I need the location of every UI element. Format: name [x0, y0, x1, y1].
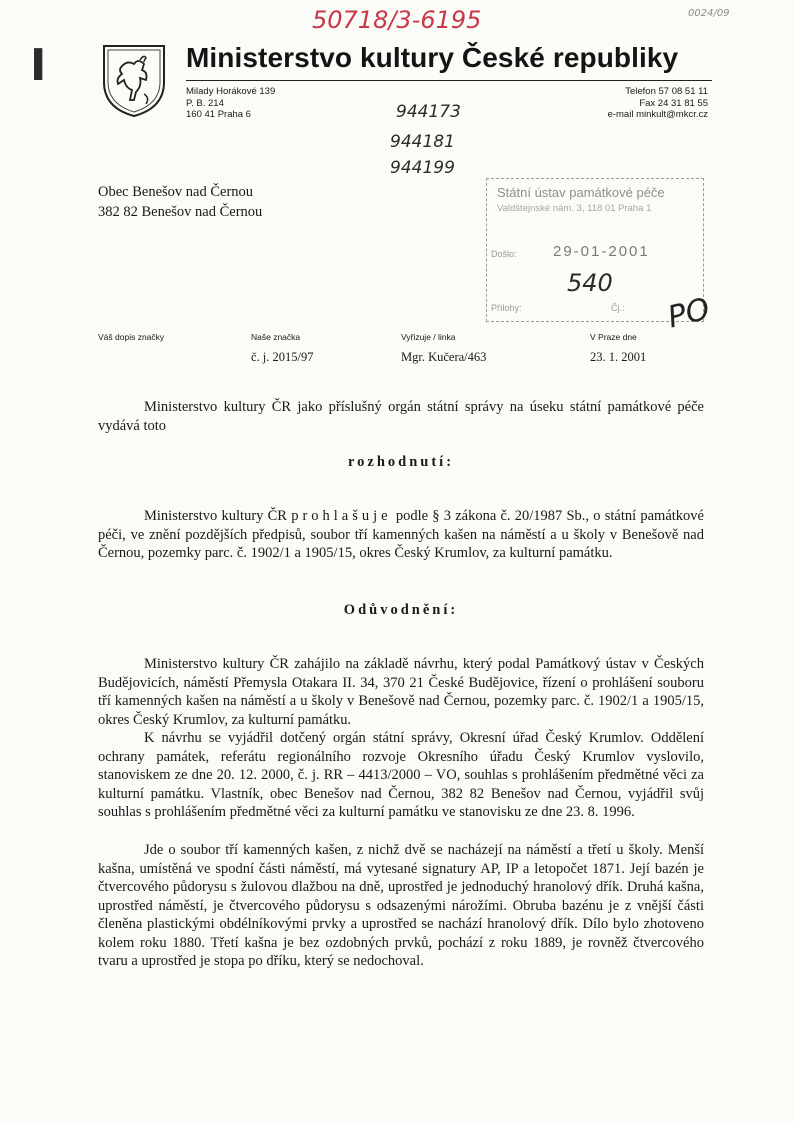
email: e-mail minkult@mkcr.cz — [607, 109, 708, 120]
handwritten-number-1: 944173 — [396, 102, 461, 122]
recipient-line: Obec Benešov nad Černou — [98, 184, 254, 200]
address-line: Milady Horákové 139 — [186, 86, 276, 97]
handwritten-number-3: 944199 — [390, 158, 455, 178]
stamp-date-label: Došlo: — [491, 249, 517, 259]
handwritten-number-2: 944181 — [390, 132, 455, 152]
reasoning-heading: Odůvodnění: — [343, 602, 459, 618]
sender-contact — [520, 86, 708, 121]
stamp-no-label: Čj.: — [611, 303, 625, 313]
sender-address — [186, 86, 275, 121]
fax: Fax 24 31 81 55 — [639, 97, 708, 109]
stamp-attach-label: Přílohy: — [491, 303, 522, 313]
ref-value-our-ref: č. j. 2015/97 — [251, 350, 314, 364]
handwritten-corner-note: 0024/09 — [688, 8, 730, 19]
stamp-subtitle: Valdštejnské nám. 3, 118 01 Praha 1 — [497, 203, 652, 214]
address-line: 160 41 Praha 6 — [186, 109, 251, 120]
margin-mark: I — [30, 40, 47, 91]
handwritten-reference: 50718/3-6195 — [312, 6, 482, 34]
ref-label-handled-by: Vyřizuje / linka — [401, 332, 456, 342]
header-divider — [186, 80, 712, 81]
reasoning-paragraph-3: Jde o soubor tří kamenných kašen, z nichž dvě se nacházejí na náměstí a třetí u školy. Menší kašna, umístěná ve spodní části náměstí, má vytesané signatury AP, IP a letopočet 1871. Její bazén je čtvercového půdorysu s žulovou dlažbou na dně, uprostřed je jednoduchý hranolový dřík. Druhá kašna, uprostřed náměstí, je čtvercového půdorysu s odsazenými nárožími. Obruba bazénu je z vnější části členěna plastickými obdélníkovými prvky a uprostřed se nachází hranolový dřík. Dílo bylo zhotoveno kolem roku 1880. Třetí kašna je bez ozdobných prvků, pochází z roku 1889, je rovněž čtvercového tvaru a uprostřed je stopa po dříku, který se nedochoval. — [98, 842, 704, 969]
stamp-number: 540 — [567, 269, 613, 297]
decision-pre: Ministerstvo kultury ČR — [144, 508, 292, 524]
ref-label-your-letter: Váš dopis značky — [98, 332, 165, 342]
stamp-initials: PO — [664, 291, 714, 336]
reasoning-paragraph-1: Ministerstvo kultury ČR zahájilo na základě návrhu, který podal Památkový ústav v Českých Budějovicích, náměstí Přemysla Otakara II. 34, 370 21 České Budějovice, řízení o prohlášení souboru tří kamenných kašen na náměstí a u školy v Benešově nad Černou, pozemky parc. č. 1902/1 a 1905/15, okres Český Krumlov, za kulturní památku. — [98, 656, 704, 728]
stamp-date: 29-01-2001 — [553, 243, 650, 260]
ref-label-our-ref: Naše značka — [251, 332, 301, 342]
coat-of-arms-logo — [100, 42, 168, 118]
decision-post: podle § 3 zákona č. 20/1987 Sb., o státní památkové péči, ve znění pozdějších předpisů, soubor tří kamenných kašen na náměstí a u školy v Benešově nad Černou, pozemky parc. č. 1902/1 a 1905/15, okres Český Krumlov, za kulturní památku. — [98, 508, 704, 561]
phone: Telefon 57 08 51 11 — [625, 86, 708, 97]
recipient-address — [98, 182, 262, 222]
ref-label-date: V Praze dne — [590, 332, 637, 342]
ministry-name: Ministerstvo kultury České republiky — [186, 42, 679, 73]
reasoning-paragraph-2: K návrhu se vyjádřil dotčený orgán státní správy, Okresní úřad Český Krumlov. Oddělení ochrany památek, referátu regionálního rozvoje Okresního úřadu Český Krumlov vyslovilo, stanoviskem ze dne 20. 12. 2000, č. j. RR – 4413/2000 – VO, souhlas s prohlášením předmětné věci za kulturní památku. Vlastník, obec Benešov nad Černou, 382 82 Benešov nad Černou, vyjádřil svůj souhlas s prohlášením předmětné věci za kulturní památku ve stanovisku ze dne 23. 8. 1996. — [98, 730, 704, 820]
stamp-title: Státní ústav památkové péče — [497, 185, 665, 200]
ref-value-date: 23. 1. 2001 — [590, 350, 647, 364]
address-line: P. B. 214 — [186, 97, 224, 109]
recipient-line: 382 82 Benešov nad Černou — [98, 204, 263, 220]
ref-value-handled-by: Mgr. Kučera/463 — [401, 350, 487, 364]
intro-paragraph: Ministerstvo kultury ČR jako příslušný orgán státní správy na úseku státní památkové péče vydává toto — [98, 399, 704, 434]
decision-heading: rozhodnutí: — [347, 454, 455, 470]
decision-paragraph — [98, 507, 704, 563]
decision-verb: prohlašuje — [291, 508, 392, 524]
